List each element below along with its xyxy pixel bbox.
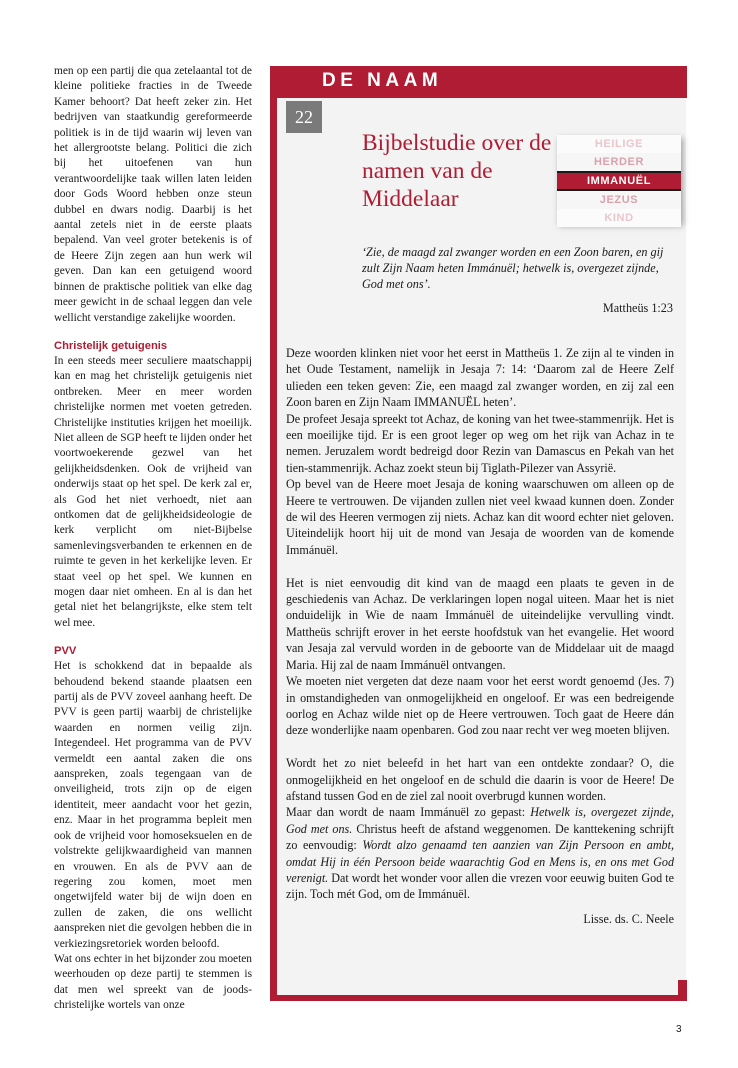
left-column [54,64,252,1014]
body-paragraph: Deze woorden klinken niet voor het eerst in Mattheüs 1. Ze zijn al te vinden in het Oude Testament, namelijk in Jesaja 7: 14: ‘Daarom zal de Heere Zelf ulieden een teken geven: Zie, een maagd zal zwanger worden, en zij zal een Zoon baren en Zijn Naam IMMANUËL heten’. [286,346,674,410]
body-text-span: Christus heeft de afstand weggenomen. De kanttekening schrijft zo eenvoudig: [286,821,674,853]
body-paragraph: Op bevel van de Heere moet Jesaja de koning waarschuwen om alleen op de Heere te vertrouwen. De vijanden zullen niet veel kwaad kunnen doen. Zonder de wil des Heeren vermogen zij niets. Achaz kan dit woord echter niet geloven. Uiteindelijk hoort hij uit de mond van Jesaja de woorden van de komende Immánuël. [286,477,674,557]
body-text-span: Maar dan wordt de naam Immánuël zo gepast: [286,805,531,820]
panel-accent-bottom [270,995,687,1001]
body-paragraph: Het is niet eenvoudig dit kind van de maagd een plaats te geven in de geschiedenis van Achaz. De verklaringen lopen nogal uiteen. Maar het is niet onduidelijk in Wie de naam Immánuël de uiteindelijke vervulling vindt. Mattheüs schrijft erover in het eerste hoofdstuk van het evangelie. Het woord van Jesaja zal vervuld worden in de geboorte van de Middelaar uit de maagd Maria. Hij zal de naam Immánuël ontvangen. [286,575,674,672]
study-number-badge: 22 [286,101,322,133]
left-paragraph-1: men op een partij die qua zetelaantal tot de kleine politieke fracties in de Tweede Kamer behoort? Dat heeft zeker zin. Het bedrijven van staatkundig gereformeerde politiek is in de tijd waarin wij leven van het allergrootste belang. Politici die zich bij het uitoefenen van hun verantwoordelijke taak willen laten leiden door Gods Woord hebben onze steun dubbel en dwars nodig. Daarbij is het aantal zetels niet in de eerste plaats bepalend. Van veel groter betekenis is of de Heere Zijn zegen aan hun werk wil geven. Dan kan een getuigend woord binnen de praktische politiek van elke dag meer gewicht in de schaal leggen dan vele wellicht verstandige zakelijke woorden. [54,65,252,324]
panel-accent-corner [678,980,687,1001]
body-paragraph [286,804,674,902]
name-item-active: IMMANUËL [557,171,681,191]
page-number: 3 [676,1024,682,1035]
heading-pvv: PVV [54,645,77,658]
heading-christelijk-getuigenis: Christelijk getuigenis [54,339,168,352]
name-item: HEILIGE [557,135,681,153]
left-paragraph-3: Het is schokkend dat in bepaalde als behoudend bekend staande plaatsen een partij als de PVV zoveel aanhang heeft. De PVV is geen partij waarbij de christelijke waarden en normen veilig zijn. Integendeel. Het programma van de PVV vermeldt een aantal zaken die ons aanspreken, zoals tegengaan van de onveiligheid, trots zijn op de eigen identiteit, meer aandacht voor het gezin, enz. Maar in het programma bepleit men ook de vrijheid voor homoseksuelen en de volstrekte gelijkwaardigheid van mannen en vrouwen. En als de PVV aan de regering zou komen, moet men ongetwijfeld water bij de wijn doen en zullen de zaken, die ons wellicht aanspreken niet die gevolgen hebben die in verkiezingsretoriek worden beloofd. [54,660,252,950]
panel-accent-left [270,66,277,1001]
article-body [286,345,674,927]
name-item: JEZUS [557,191,681,209]
quote-reference: Mattheüs 1:23 [602,301,673,315]
names-list [557,135,681,223]
paragraph-gap [286,739,674,755]
paragraph-gap [286,558,674,574]
body-paragraph: Wordt het zo niet beleefd in het hart van een ontdekte zondaar? O, die onmogelijkheid en het ongeloof en de schuld die daarin is voor de Heere! De afstand tussen God en de ziel zal nooit overbrugd kunnen worden. [286,756,674,803]
body-italic-span: Hetwelk is, overgezet zijnde, God met ons. [286,805,674,836]
name-item: HERDER [557,153,681,171]
name-item: KIND [557,209,681,227]
body-italic-span: Wordt alzo genaamd ten aanzien van Zijn Persoon en ambt, omdat Hij in één Persoon beide waarachtig God en Mens is, en ons met God verenigt. [286,838,674,885]
author-signature: Lisse. ds. C. Neele [583,911,674,926]
left-paragraph-4: Wat ons echter in het bijzonder zou moeten weerhouden op deze partij te stemmen is dat men wel spreekt van de joods-christelijke wortels van onze [54,952,252,1012]
body-text-span: Dat wordt het wonder voor allen die vrezen voor eeuwig buiten God te zijn. Toch mét God, om de Immánuël. [286,870,674,902]
body-paragraph: De profeet Jesaja spreekt tot Achaz, de koning van het twee-stammenrijk. Het is een moeilijke tijd. Er is een groot leger op weg om het rijk van Achaz in te nemen. Jeruzalem wordt bedreigd door Rezin van Damascus en Pekah van het tien-stammenrijk. Achaz zoekt steun bij Tiglath-Pilezer van Assyrië. [286,411,674,475]
bible-quote: ‘Zie, de maagd zal zwanger worden en een Zoon baren, en gij zult Zijn Naam heten Immánuël; hetwelk is, overgezet zijnde, God met ons’. [362,245,664,292]
left-paragraph-2: In een steeds meer seculiere maatschappij kan en mag het christelijk getuigenis niet ontbreken. Meer en meer worden christelijke normen met voeten getreden. Christelijke instituties krijgen het moeilijk. Niet alleen de SGP heeft te lijden onder het voortwoekerende gezwel van het gelijkheidsdenken. Ook de vrijheid van onderwijs staat op het spel. De kerk zal er, als God het niet verhoedt, niet aan ontkomen dat de gelijkheidsideologie de kerk verplicht om niet-Bijbelse samenlevingsverbanden te erkennen en de ruimte te geven in het kerkelijke leven. Er staat veel op het spel. We kunnen en mogen daar niet omheen. En al is dan het getal niet het belangrijkste, elke stem telt wel mee. [54,354,252,629]
body-paragraph: We moeten niet vergeten dat deze naam voor het eerst wordt genoemd (Jes. 7) in omstandigheden van onmogelijkheid en ongeloof. Er was een bedreigende oorlog en Achaz wilde niet op de Heere vertrouwen. Toch gaat de Heere dán deze wonderlijke naam openbaren. God zou naar recht ver weg moeten blijven. [286,674,674,738]
article-title: Bijbelstudie over de namen van de Middelaar [362,130,552,212]
section-header-title: DE NAAM [322,70,443,91]
